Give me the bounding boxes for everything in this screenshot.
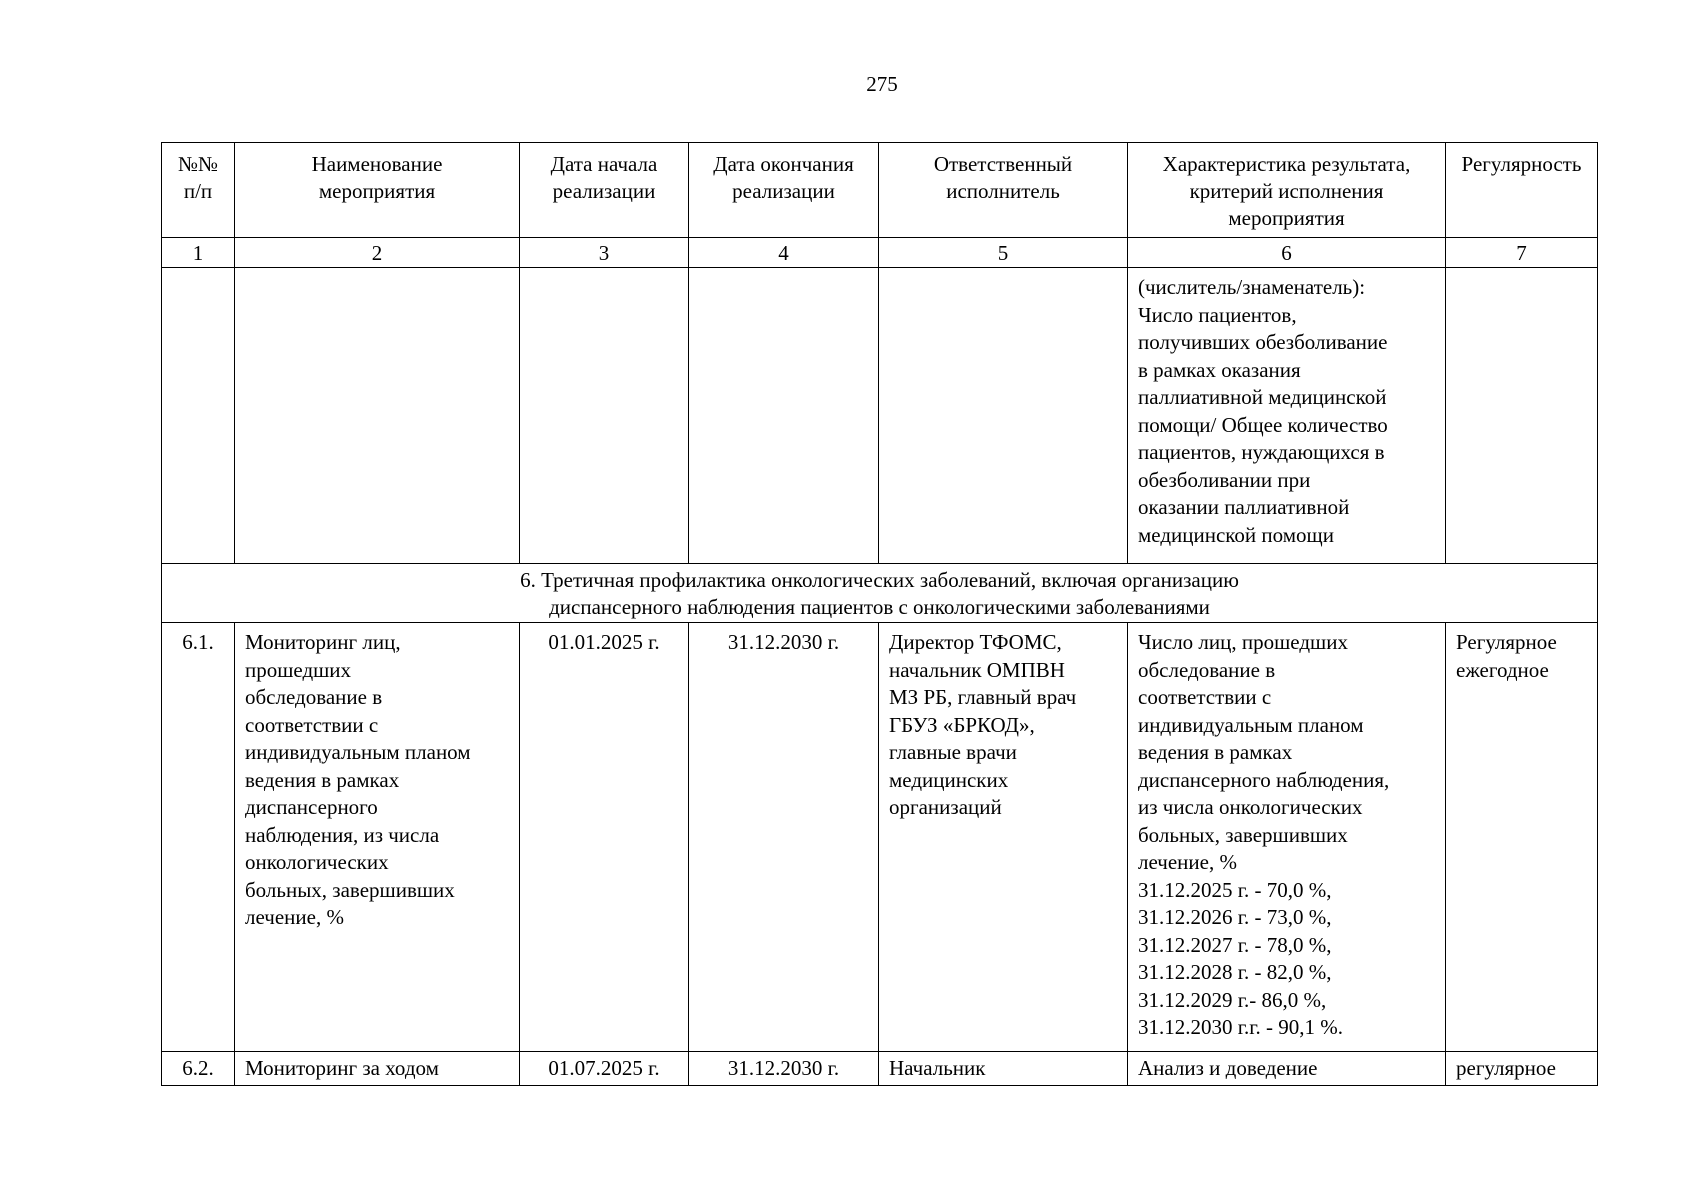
responsible: Начальник <box>879 1052 1128 1086</box>
end-date: 31.12.2030 г. <box>689 623 879 1052</box>
table-row <box>162 1052 1598 1086</box>
empty-cell <box>1446 268 1598 564</box>
start-date: 01.07.2025 г. <box>520 1052 689 1086</box>
header-name: Наименование мероприятия <box>235 143 520 238</box>
header-num: №№ п/п <box>162 143 235 238</box>
column-number: 3 <box>520 238 689 268</box>
activity-name: Мониторинг за ходом <box>235 1052 520 1086</box>
empty-cell <box>520 268 689 564</box>
header-row <box>162 143 1598 238</box>
result-cell: (числитель/знаменатель): Число пациентов, получивших обезболивание в рамках оказания паллиативной медицинской помощи/ Общее количество пациентов, нуждающихся в обезболивании при оказании паллиативной медицинской помощи <box>1128 268 1446 564</box>
start-date: 01.01.2025 г. <box>520 623 689 1052</box>
row-number: 6.1. <box>162 623 235 1052</box>
column-number: 7 <box>1446 238 1598 268</box>
empty-cell <box>235 268 520 564</box>
end-date: 31.12.2030 г. <box>689 1052 879 1086</box>
header-responsible: Ответственный исполнитель <box>879 143 1128 238</box>
empty-cell <box>689 268 879 564</box>
column-number: 6 <box>1128 238 1446 268</box>
result: Число лиц, прошедших обследование в соответствии с индивидуальным планом ведения в рамках диспансерного наблюдения, из числа онкологических больных, завершивших лечение, % 31.12.2025 г. - 70,0 %, 31.12.2026 г. - 73,0 %, 31.12.2027 г. - 78,0 %, 31.12.2028 г. - 82,0 %, 31.12.2029 г.- 86,0 %, 31.12.2030 г.г. - 90,1 %. <box>1128 623 1446 1052</box>
column-number: 1 <box>162 238 235 268</box>
activity-name: Мониторинг лиц, прошедших обследование в соответствии с индивидуальным планом ведения в рамках диспансерного наблюдения, из числа онкологических больных, завершивших лечение, % <box>235 623 520 1052</box>
responsible: Директор ТФОМС, начальник ОМПВН МЗ РБ, главный врач ГБУЗ «БРКОД», главные врачи медицинских организаций <box>879 623 1128 1052</box>
column-numbers-row <box>162 238 1598 268</box>
table-row <box>162 623 1598 1052</box>
header-start-date: Дата начала реализации <box>520 143 689 238</box>
regularity: Регулярное ежегодное <box>1446 623 1598 1052</box>
empty-cell <box>162 268 235 564</box>
result: Анализ и доведение <box>1128 1052 1446 1086</box>
page-number: 275 <box>866 72 898 96</box>
column-number: 5 <box>879 238 1128 268</box>
row-number: 6.2. <box>162 1052 235 1086</box>
column-number: 4 <box>689 238 879 268</box>
header-regularity: Регулярность <box>1446 143 1598 238</box>
header-end-date: Дата окончания реализации <box>689 143 879 238</box>
section-title: 6. Третичная профилактика онкологических заболеваний, включая организацию диспансерного наблюдения пациентов с онкологическими заболеваниями <box>162 564 1598 623</box>
plan-table <box>161 142 1598 1086</box>
empty-cell <box>879 268 1128 564</box>
regularity: регулярное <box>1446 1052 1598 1086</box>
section-row <box>162 564 1598 623</box>
continuation-row <box>162 268 1598 564</box>
column-number: 2 <box>235 238 520 268</box>
header-result: Характеристика результата, критерий исполнения мероприятия <box>1128 143 1446 238</box>
